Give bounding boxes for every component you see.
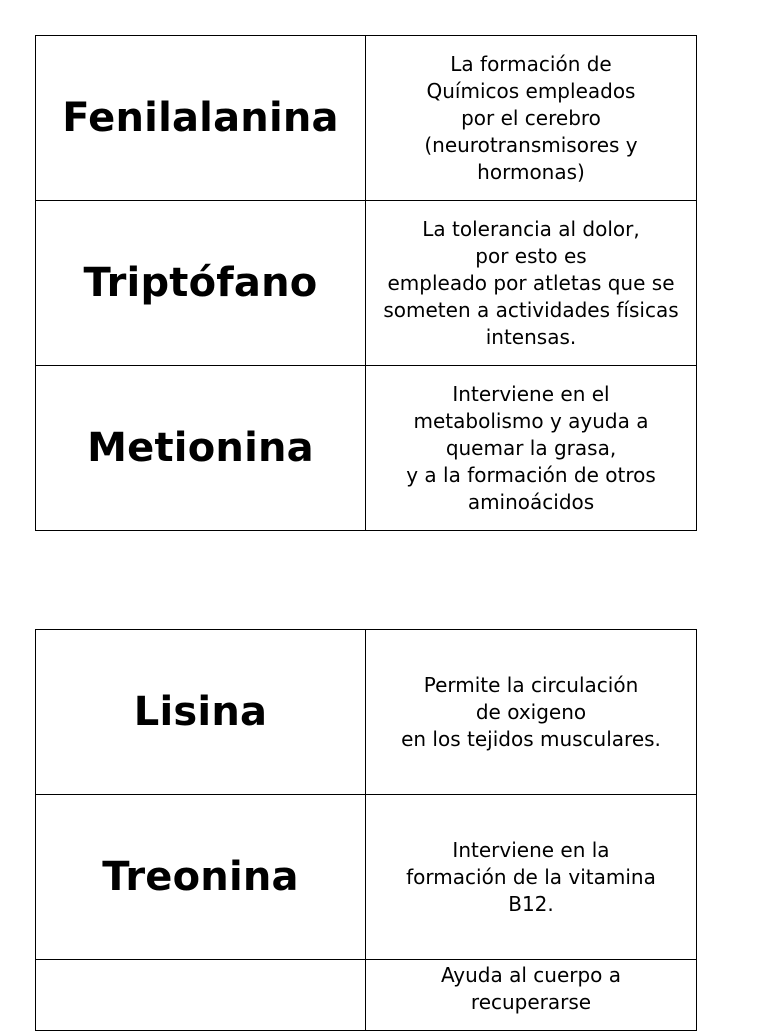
table-row (36, 795, 697, 960)
amino-acid-description-cell (366, 36, 697, 201)
amino-acid-description-cell (366, 366, 697, 531)
amino-acid-description: Interviene en el metabolismo y ayuda a quemar la grasa, y a la formación de otros aminoácidos (406, 381, 656, 514)
amino-acid-description-cell (366, 201, 697, 366)
table-row (36, 201, 697, 366)
amino-acid-name: Fenilalanina (62, 95, 339, 141)
amino-acid-name-cell (36, 795, 366, 960)
amino-acid-table-1 (35, 35, 697, 531)
amino-acid-name: Treonina (102, 854, 299, 900)
amino-acid-description-cell (366, 795, 697, 960)
amino-acid-description: Permite la circulación de oxigeno en los tejidos musculares. (401, 672, 661, 751)
table-row (36, 366, 697, 531)
amino-acid-name-cell (36, 36, 366, 201)
amino-acid-description: Interviene en la formación de la vitamina B12. (406, 837, 656, 916)
amino-acid-name-cell (36, 960, 366, 1031)
table-row (36, 36, 697, 201)
amino-acid-description: La tolerancia al dolor, por esto es empleado por atletas que se someten a actividades físicas intensas. (383, 216, 679, 349)
table-row (36, 630, 697, 795)
amino-acid-name: Metionina (87, 425, 314, 471)
amino-acid-description-cell (366, 630, 697, 795)
amino-acid-name-cell (36, 366, 366, 531)
amino-acid-name: Triptófano (83, 260, 318, 306)
amino-acid-name-cell (36, 201, 366, 366)
amino-acid-description: Ayuda al cuerpo a recuperarse (440, 963, 622, 1014)
table-row (36, 960, 697, 1031)
amino-acid-name-cell (36, 630, 366, 795)
amino-acid-name: Lisina (133, 689, 268, 735)
amino-acid-description: La formación de Químicos empleados por el cerebro (neurotransmisores y hormonas) (424, 51, 638, 184)
amino-acid-table-2 (35, 629, 697, 1031)
amino-acid-description-cell (366, 960, 697, 1031)
